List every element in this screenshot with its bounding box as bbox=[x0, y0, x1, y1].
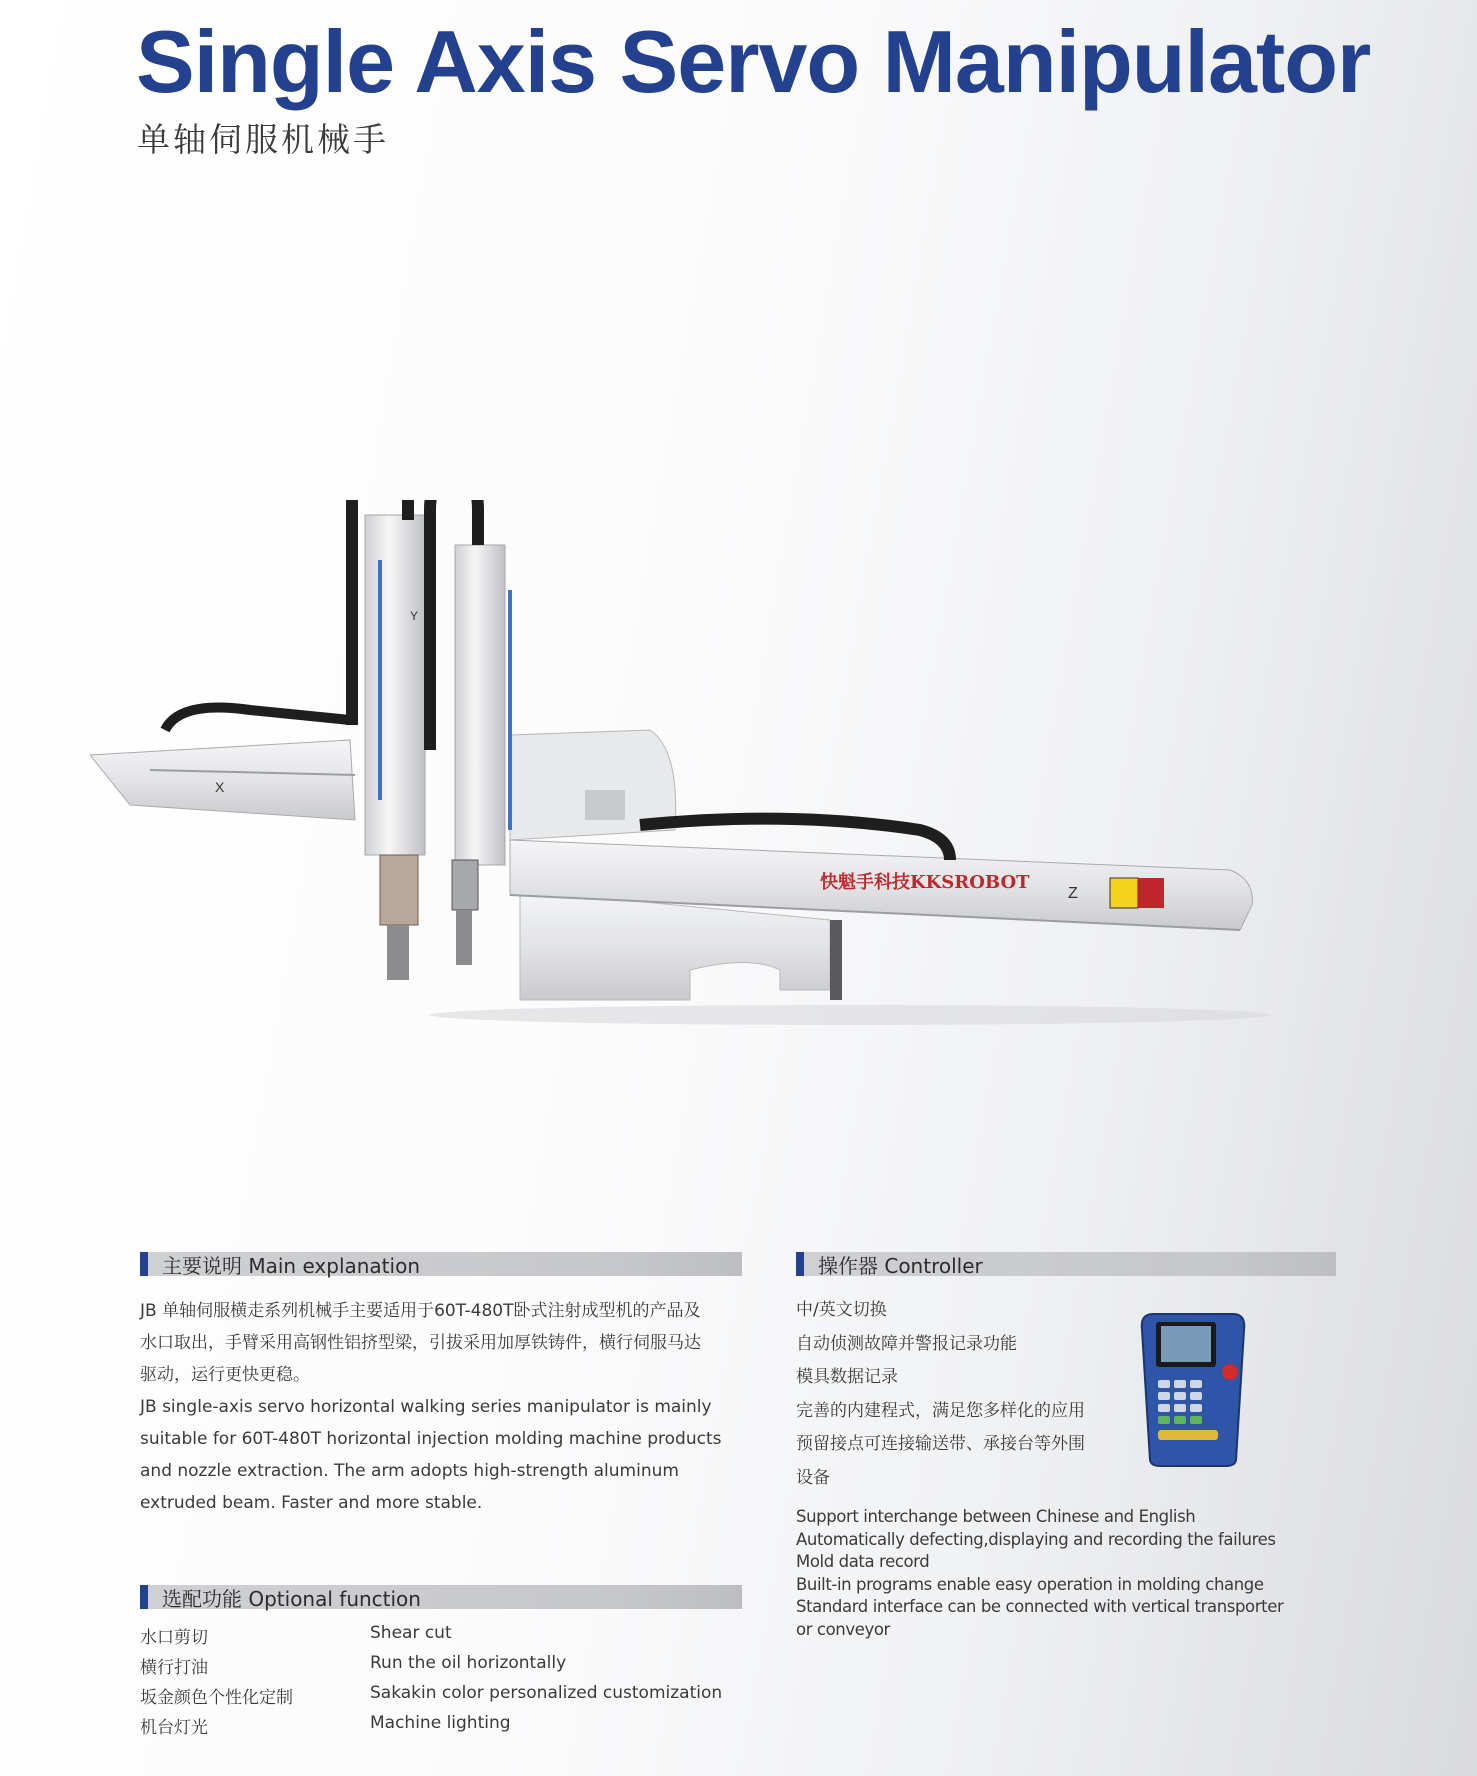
option-zh: 水口剪切 bbox=[140, 1628, 208, 1648]
explanation-zh-line: 驱动，运行更快更稳。 bbox=[140, 1365, 310, 1385]
main-explanation-body bbox=[140, 1295, 721, 1519]
explanation-en-line: JB single-axis servo horizontal walking series manipulator is mainly bbox=[140, 1397, 712, 1417]
option-zh: 坂金颜色个性化定制 bbox=[140, 1688, 293, 1708]
main-explanation-header bbox=[140, 1252, 742, 1276]
controller-feature-en: or conveyor bbox=[796, 1619, 890, 1639]
controller-feature-en: Automatically defecting,displaying and recording the failures bbox=[796, 1529, 1276, 1549]
controller-feature-en: Mold data record bbox=[796, 1552, 930, 1571]
x-axis-label: X bbox=[215, 779, 225, 795]
controller-feature-zh: 自动侦测故障并警报记录功能 bbox=[796, 1333, 1017, 1354]
section-marker bbox=[140, 1585, 148, 1609]
page-title: Single Axis Servo Manipulator bbox=[136, 12, 1371, 111]
brand-label: 快魁手科技KKSROBOT bbox=[820, 872, 1030, 893]
page-subtitle: 单轴伺服机械手 bbox=[137, 120, 389, 159]
controller-heading: 操作器 Controller bbox=[818, 1253, 983, 1278]
option-en: Sakakin color personalized customization bbox=[370, 1683, 723, 1703]
explanation-en-line: suitable for 60T-480T horizontal injection molding machine products bbox=[140, 1429, 722, 1449]
controller-feature-zh: 模具数据记录 bbox=[796, 1367, 898, 1387]
controller-header bbox=[796, 1252, 1336, 1276]
controller-feature-zh: 设备 bbox=[796, 1467, 830, 1488]
option-zh: 横行打油 bbox=[140, 1658, 208, 1678]
explanation-en-line: and nozzle extraction. The arm adopts high-strength aluminum bbox=[140, 1461, 679, 1481]
optional-function-heading: 选配功能 Optional function bbox=[162, 1586, 421, 1611]
controller-feature-en: Standard interface can be connected with vertical transporter bbox=[796, 1597, 1284, 1616]
controller-feature-zh: 预留接点可连接输送带、承接台等外围 bbox=[796, 1434, 1085, 1454]
optional-function-header bbox=[140, 1585, 742, 1609]
controller-feature-en: Support interchange between Chinese and English bbox=[796, 1507, 1196, 1526]
section-marker bbox=[796, 1252, 804, 1276]
option-zh: 机台灯光 bbox=[140, 1718, 208, 1738]
controller-feature-zh: 中/英文切换 bbox=[796, 1300, 887, 1320]
explanation-zh-line: JB 单轴伺服横走系列机械手主要适用于60T-480T卧式注射成型机的产品及 bbox=[140, 1301, 701, 1321]
option-en: Run the oil horizontally bbox=[370, 1653, 567, 1673]
teach-pendant-image bbox=[1138, 1310, 1248, 1468]
explanation-zh-line: 水口取出，手臂采用高钢性铝挤型梁，引拔采用加厚铁铸件，横行伺服马达 bbox=[140, 1333, 701, 1353]
option-en: Machine lighting bbox=[370, 1713, 511, 1733]
controller-feature-zh: 完善的内建程式，满足您多样化的应用 bbox=[796, 1400, 1085, 1421]
controller-features-zh bbox=[796, 1294, 1085, 1495]
option-en: Shear cut bbox=[370, 1623, 452, 1643]
y-axis-label: Y bbox=[410, 609, 419, 623]
manipulator-product-image bbox=[90, 500, 1420, 1160]
main-explanation-heading: 主要说明 Main explanation bbox=[162, 1253, 420, 1278]
explanation-en-line: extruded beam. Faster and more stable. bbox=[140, 1493, 483, 1513]
section-marker bbox=[140, 1252, 148, 1276]
z-axis-label: Z bbox=[1068, 885, 1078, 902]
controller-feature-en: Built-in programs enable easy operation in molding change bbox=[796, 1574, 1264, 1594]
controller-features-en bbox=[796, 1506, 1283, 1641]
